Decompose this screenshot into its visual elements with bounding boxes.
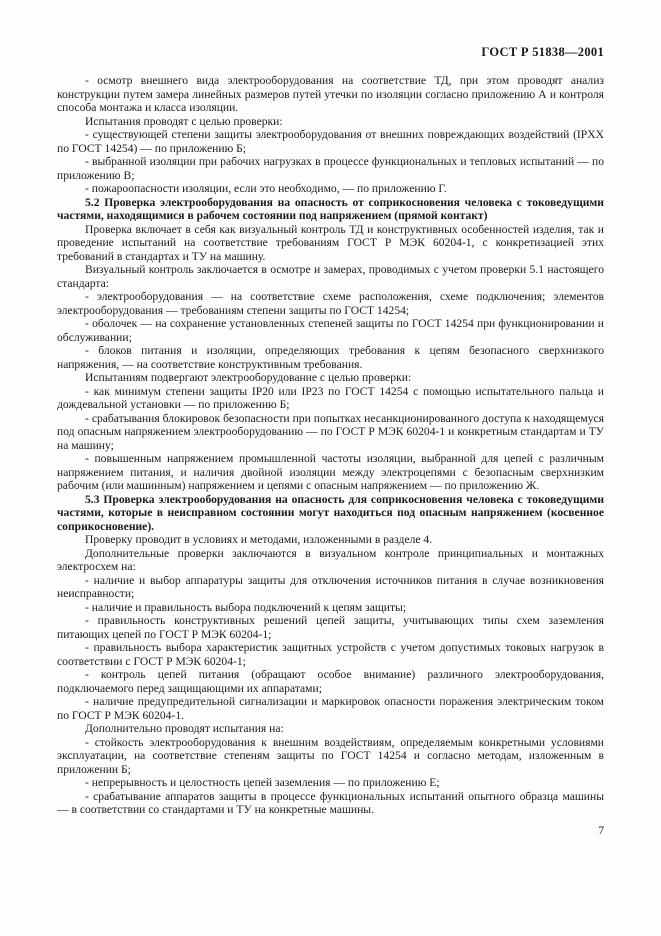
paragraph-list-item: - осмотр внешнего вида электрооборудования на соответствие ТД, при этом проводят анализ конструкции путем замера линейных размеров путей утечки по изоляции согласно приложению А и контроля способа монтажа и класса изоляции. — [57, 74, 604, 114]
paragraph-list-item: - контроль цепей питания (обращают особое внимание) различного электрооборудования, подключаемого перед защищающими их аппаратами; — [57, 668, 604, 695]
page-number: 7 — [598, 824, 604, 837]
paragraph-list-item: - выбранной изоляции при рабочих нагрузках в процессе функциональных и тепловых испытаний — по приложению В; — [57, 155, 604, 182]
paragraph-list-item: - блоков питания и изоляции, определяющих требования к цепям безопасного сверхнизкого напряжения, — на соответствие конструктивным требования. — [57, 344, 604, 371]
paragraph-list-item: - непрерывность и целостность цепей заземления — по приложению Е; — [85, 776, 440, 789]
paragraph: Визуальный контроль заключается в осмотре и замерах, проводимых с учетом проверки 5.1 настоящего стандарта: — [57, 263, 604, 290]
paragraph: Проверку проводит в условиях и методами, изложенными в разделе 4. — [85, 533, 433, 546]
section-heading-5-3: 5.3 Проверка электрооборудования на опасность для соприкосновения человека с токоведущими частями, которые в неисправном состоянии могут находиться под опасным напряжением (косвенное соприкосновение). — [57, 492, 604, 533]
paragraph-intro: Испытаниям подвергают электрооборудование с целью проверки: — [85, 371, 412, 384]
paragraph-list-item: - срабатывание аппаратов защиты в процессе функциональных испытаний опытного образца машины — в соответствии со стандартами и ТУ на конкретные машины. — [57, 789, 604, 816]
document-header: ГОСТ Р 51838—2001 — [481, 45, 604, 59]
paragraph-list-item: - стойкость электрооборудования к внешним воздействиям, определяемым конкретными условиями эксплуатации, на соответствие степеням защиты по ГОСТ 14254 и согласно методам, изложенным в приложении Б; — [57, 735, 604, 776]
paragraph-list-item: - как минимум степени защиты IP20 или IP23 по ГОСТ 14254 с помощью испытательного пальца и дождевальной установки — по приложению Б; — [57, 384, 604, 411]
paragraph-list-item: - повышенным напряжением промышленной частоты изоляции, выбранной для цепей с различным напряжением питания, и наличия двойной изоляции между электроцепями с безопасным сверхнизким рабочим (или машинным) напряжением и цепями с опасным напряжением — по приложению Ж. — [57, 452, 604, 492]
paragraph-list-item: - оболочек — на сохранение установленных степеней защиты по ГОСТ 14254 при функционировании и обслуживании; — [57, 317, 604, 344]
paragraph-list-item: - электрооборудования — на соответствие схеме расположения, схеме подключения; элементов электрооборудования — требованиям степени защиты по ГОСТ 14254; — [57, 290, 604, 317]
paragraph-list-item: - существующей степени защиты электрооборудования от внешних повреждающих воздействий (IPXX по ГОСТ 14254) — по приложению Б; — [57, 128, 604, 155]
paragraph-list-item: - пожароопасности изоляции, если это необходимо, — по приложению Г. — [85, 182, 447, 195]
paragraph-list-item: - срабатывания блокировок безопасности при попытках несанкционированного доступа к находящемуся под опасным напряжением электрооборудованию — по ГОСТ Р МЭК 60204-1 и конкретным стандартам и ТУ на машину; — [57, 411, 604, 452]
paragraph-intro: Дополнительно проводят испытания на: — [85, 722, 284, 735]
paragraph-list-item: - наличие предупредительной сигнализации и маркировок опасности поражения электрическим током по ГОСТ Р МЭК 60204-1. — [57, 695, 604, 722]
paragraph-intro: Испытания проводят с целью проверки: — [85, 114, 283, 128]
paragraph-list-item: - правильность конструктивных решений цепей защиты, учитывающих типы схем заземления питающих цепей по ГОСТ Р МЭК 60204-1; — [57, 614, 604, 641]
paragraph-list-item: - наличие и выбор аппаратуры защиты для отключения источников питания в случае возникновения неисправности; — [57, 573, 604, 600]
paragraph: Дополнительные проверки заключаются в визуальном контроле принципиальных и монтажных электросхем на: — [57, 546, 604, 573]
section-heading-5-2: 5.2 Проверка электрооборудования на опасность от соприкосновения человека с токоведущими частями, находящимися в рабочем состоянии под напряжением (прямой контакт) — [57, 195, 604, 222]
paragraph-list-item: - правильность выбора характеристик защитных устройств с учетом допустимых токовых нагрузок в соответствии с ГОСТ Р МЭК 60204-1; — [57, 641, 604, 668]
paragraph-list-item: - наличие и правильность выбора подключений к цепям защиты; — [85, 600, 407, 614]
paragraph: Проверка включает в себя как визуальный контроль ТД и конструктивных особенностей изделия, так и проведение испытаний на соответствие требованиям ГОСТ Р МЭК 60204-1, с конкретизацией этих требований в стандартах и ТУ на машину. — [57, 222, 604, 263]
document-body — [57, 74, 604, 817]
